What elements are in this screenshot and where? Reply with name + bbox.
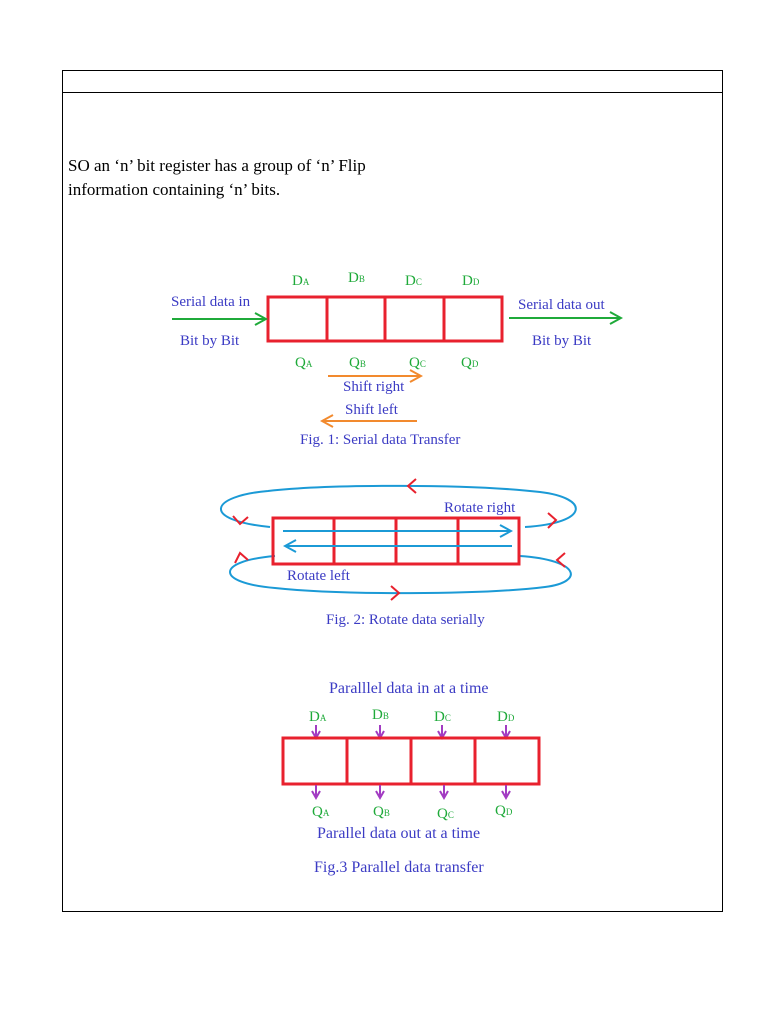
fig3-d-labels	[309, 707, 515, 725]
fig3-q-label-b: QB	[373, 804, 390, 820]
fig1-d-label-d: DD	[462, 273, 480, 289]
fig1-d-label-b: DB	[348, 270, 365, 286]
paragraph-line-1: SO an ‘n’ bit register has a group of ‘n’ Flip	[68, 156, 366, 175]
fig3-q-labels	[312, 803, 513, 822]
fig3-q-label-a: QA	[312, 804, 330, 820]
fig1-serial-in-label: Serial data in	[171, 294, 251, 310]
fig3-parallel	[283, 680, 539, 876]
fig1-q-label-b: QB	[349, 355, 366, 371]
fig1-serial-transfer	[171, 270, 621, 448]
fig1-caption: Fig. 1: Serial data Transfer	[300, 432, 461, 448]
fig1-d-label-c: DC	[405, 273, 422, 289]
fig1-d-labels	[292, 270, 480, 289]
fig1-q-labels	[295, 355, 479, 371]
fig2-caption: Fig. 2: Rotate data serially	[326, 612, 485, 628]
fig3-q-label-d: QD	[495, 803, 513, 819]
fig3-caption: Fig.3 Parallel data transfer	[314, 859, 484, 876]
fig3-d-label-c: DC	[434, 709, 451, 725]
fig2-rotate-left-label: Rotate left	[287, 568, 350, 584]
fig1-q-label-d: QD	[461, 355, 479, 371]
fig1-d-label-a: DA	[292, 273, 310, 289]
fig3-bottom-label: Parallel data out at a time	[317, 825, 481, 842]
fig1-shift-right-label: Shift right	[343, 379, 405, 395]
fig1-q-label-c: QC	[409, 355, 426, 371]
fig1-bit-by-bit-right: Bit by Bit	[532, 333, 592, 349]
fig3-d-label-d: DD	[497, 709, 515, 725]
paragraph-line-2: information containing ‘n’ bits.	[68, 180, 281, 199]
fig2-rotate	[221, 479, 576, 628]
fig1-serial-out-label: Serial data out	[518, 297, 605, 313]
fig3-d-label-a: DA	[309, 709, 327, 725]
fig1-bit-by-bit-left: Bit by Bit	[180, 333, 240, 349]
fig1-shift-left-label: Shift left	[345, 402, 398, 418]
fig3-q-label-c: QC	[437, 806, 454, 822]
fig3-d-label-b: DB	[372, 707, 389, 723]
fig3-top-label: Paralllel data in at a time	[329, 680, 489, 697]
fig1-q-label-a: QA	[295, 355, 313, 371]
fig2-rotate-right-label: Rotate right	[444, 500, 516, 516]
fig2-loop-arrowhead-right-top	[548, 513, 556, 528]
